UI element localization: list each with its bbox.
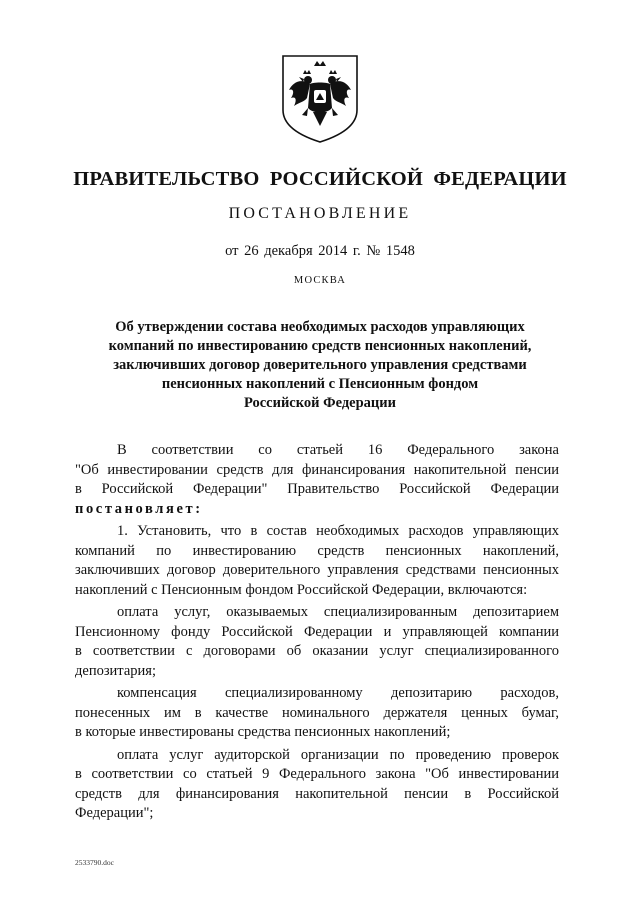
preamble-line: в Российской Федерации" Правительство Российской Федерации (75, 481, 559, 497)
decree-word: постановляет: (75, 500, 203, 517)
sub1-line: депозитария; (75, 662, 156, 679)
item1-line: заключивших договор доверительного управления средствами пенсионных (75, 562, 559, 578)
preamble-line: "Об инвестировании средств для финансирования накопительной пенсии (75, 461, 559, 478)
sub2-line: понесенных им в качестве номинального держателя ценных бумаг, (75, 704, 559, 721)
decree-date-number: от 26 декабря 2014 г. № 1548 (225, 243, 415, 259)
sub3-line: оплата услуг аудиторской организации по проведению проверок (117, 746, 559, 763)
subject-line: Российской Федерации (243, 395, 396, 411)
decree-body (75, 441, 559, 824)
city-name: МОСКВА (293, 275, 347, 286)
sub2-line: в которые инвестированы средства пенсионных накоплений; (75, 724, 451, 740)
subject-line: Об утверждении состава необходимых расходов управляющих (115, 319, 525, 335)
sub1-line: оплата услуг, оказываемых специализированным депозитарием (117, 604, 559, 620)
item1-line: 1. Установить, что в состав необходимых расходов управляющих (117, 523, 559, 539)
sub3-line: в соответствии со статьей 9 Федерального закона "Об инвестировании (75, 766, 559, 782)
sub3-line: Федерации"; (75, 805, 154, 821)
subject-line: пенсионных накоплений с Пенсионным фондом (161, 376, 479, 392)
government-title: ПРАВИТЕЛЬСТВО РОССИЙСКОЙ ФЕДЕРАЦИИ (73, 168, 567, 190)
sub1-line: в соответствии с договорами об оказании услуг специализированного (75, 643, 559, 659)
sub1-line: Пенсионному фонду Российской Федерации и управляющей компании (75, 623, 559, 640)
decree-subject (80, 318, 560, 413)
document-type: ПОСТАНОВЛЕНИЕ (228, 205, 412, 222)
item1-line: накоплений с Пенсионным фондом Российской Федерации, включаются: (75, 581, 528, 598)
preamble-line: В соответствии со статьей 16 Федерального закона (117, 442, 559, 458)
sub3-line: средств для финансирования накопительной пенсии в Российской (75, 785, 559, 802)
coat-of-arms-emblem (277, 52, 363, 144)
sub2-line: компенсация специализированному депозитарию расходов, (117, 685, 559, 701)
file-reference: 2533790.doc (75, 858, 114, 867)
subject-line: компаний по инвестированию средств пенсионных накоплений, (108, 338, 532, 354)
item1-line: компаний по инвестированию средств пенсионных накоплений, (75, 542, 559, 559)
subject-line: заключивших договор доверительного управления средствами (113, 357, 527, 373)
